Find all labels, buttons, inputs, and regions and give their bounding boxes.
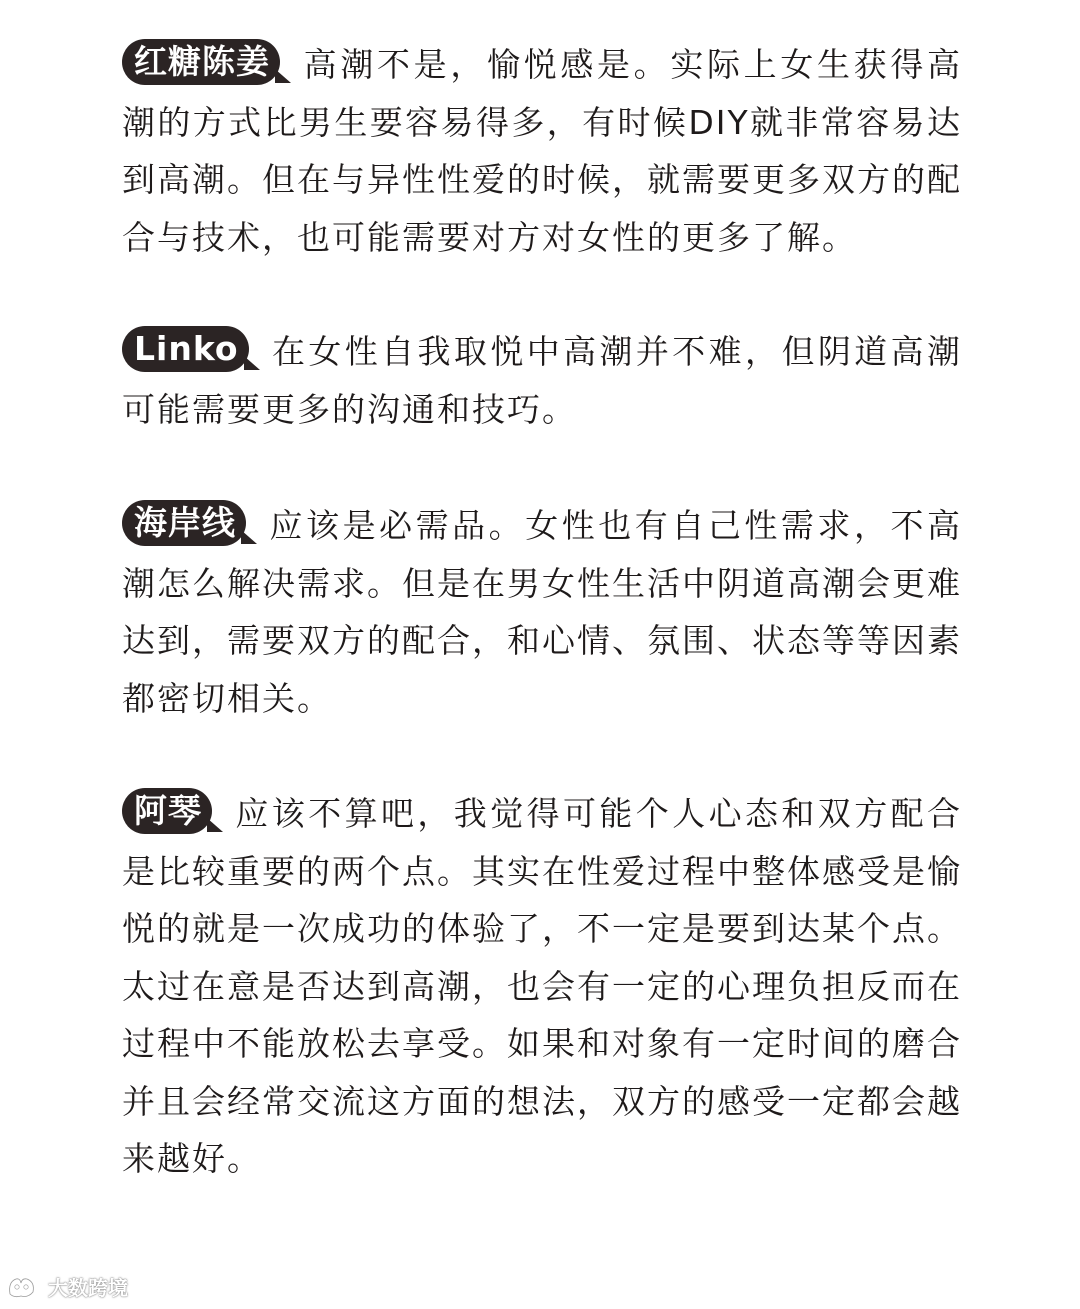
comment-entry: [122, 36, 962, 266]
author-tag: 海岸线: [122, 500, 246, 546]
brand-logo-icon: [6, 1274, 40, 1300]
author-tag: 阿琴: [122, 788, 212, 834]
comment-text: 应该不算吧，我觉得可能个人心态和双方配合是比较重要的两个点。其实在性爱过程中整体感受是愉悦的就是一次成功的体验了，不一定是要到达某个点。太过在意是否达到高潮，也会有一定的心理负担反而在过程中不能放松去享受。如果和对象有一定时间的磨合并且会经常交流这方面的想法，双方的感受一定都会越来越好。: [122, 794, 962, 1178]
comment-text: 在女性自我取悦中高潮并不难，但阴道高潮可能需要更多的沟通和技巧。: [122, 332, 962, 429]
watermark-text: 大数跨境: [48, 1276, 128, 1300]
comment-entry: [122, 785, 962, 1188]
author-tag: 红糖陈姜: [122, 39, 280, 85]
comment-entry: [122, 497, 962, 727]
comment-text: 高潮不是，愉悦感是。实际上女生获得高潮的方式比男生要容易得多，有时候DIY就非常容易达到高潮。但在与异性性爱的时候，就需要更多双方的配合与技术，也可能需要对方对女性的更多了解。: [122, 45, 962, 257]
watermark: [6, 1272, 128, 1301]
comment-text: 应该是必需品。女性也有自己性需求，不高潮怎么解决需求。但是在男女性生活中阴道高潮会更难达到，需要双方的配合，和心情、氛围、状态等等因素都密切相关。: [122, 506, 962, 718]
author-tag: Linko: [122, 326, 249, 372]
comment-entry: [122, 323, 962, 438]
